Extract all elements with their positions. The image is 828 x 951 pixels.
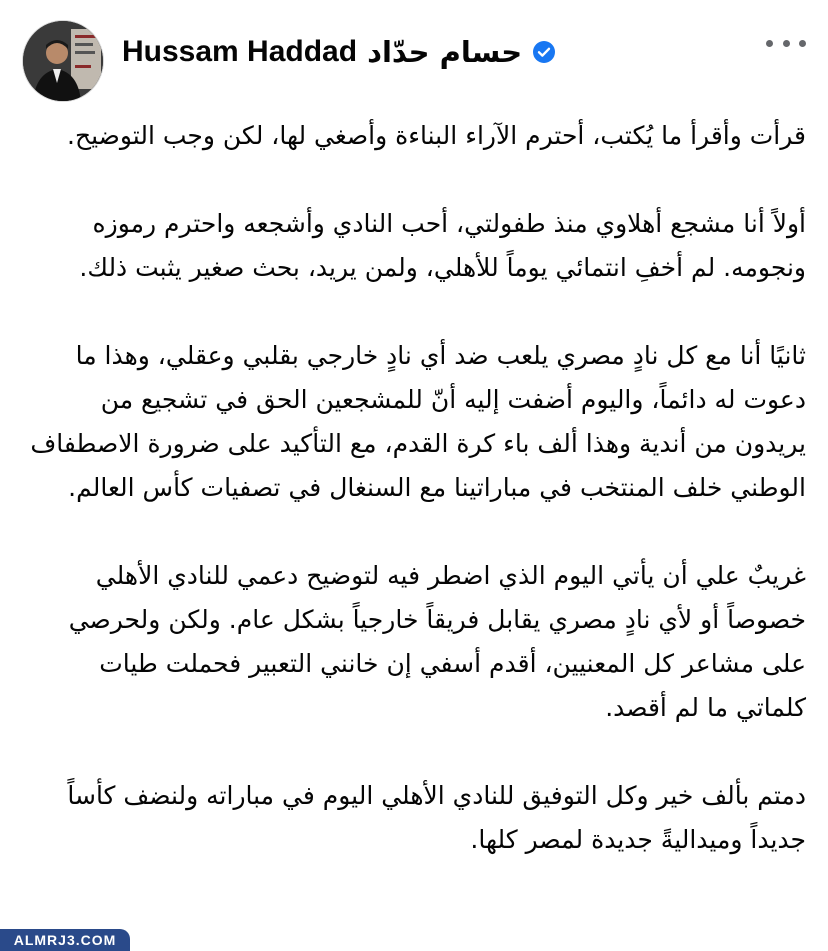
avatar-photo bbox=[23, 21, 104, 102]
post-header bbox=[0, 0, 828, 112]
more-options-icon[interactable] bbox=[766, 33, 806, 53]
avatar[interactable] bbox=[22, 20, 104, 102]
author-name-row[interactable] bbox=[122, 32, 556, 72]
verified-badge-icon bbox=[532, 40, 556, 64]
site-watermark: ALMRJ3.COM bbox=[0, 929, 130, 951]
dot-icon bbox=[766, 40, 773, 47]
post-paragraph: دمتم بألف خير وكل التوفيق للنادي الأهلي اليوم في مباراته ولنضف كأساً جديداً وميداليةً جديدة لمصر كلها. bbox=[67, 781, 806, 854]
dot-icon bbox=[799, 40, 806, 47]
post-paragraph: غريبٌ علي أن يأتي اليوم الذي اضطر فيه لتوضيح دعمي للنادي الأهلي خصوصاً أو لأي نادٍ مصري يقابل فريقاً خارجياً بشكل عام. ولكن ولحرصي على مشاعر كل المعنيين، أقدم أسفي إن خانني التعبير فحملت طيات كلماتي ما لم أقصد. bbox=[68, 561, 806, 722]
author-name-ar[interactable]: حسام حدّاد bbox=[367, 35, 523, 69]
post-paragraph: قرأت وأقرأ ما يُكتب، أحترم الآراء البناءة وأصغي لها، لكن وجب التوضيح. bbox=[67, 121, 806, 150]
post-paragraph: ثانيًا أنا مع كل نادٍ مصري يلعب ضد أي نادٍ خارجي بقلبي وعقلي، وهذا ما دعوت له دائماً، واليوم أضفت إليه أنّ للمشجعين الحق في تشجيع من يريدون من أندية وهذا ألف باء كرة القدم، مع التأكيد على ضرورة الاصطفاف الوطني خلف المنتخب في مباراتينا مع السنغال في تصفيات كأس العالم. bbox=[30, 341, 806, 502]
post-body bbox=[22, 114, 806, 906]
dot-icon bbox=[783, 40, 790, 47]
author-name-en[interactable]: Hussam Haddad bbox=[122, 35, 358, 68]
post-paragraph: أولاً أنا مشجع أهلاوي منذ طفولتي، أحب النادي وأشجعه واحترم رموزه ونجومه. لم أخفِ انتمائي يوماً للأهلي، ولمن يريد، بحث صغير يثبت ذلك. bbox=[79, 209, 806, 282]
